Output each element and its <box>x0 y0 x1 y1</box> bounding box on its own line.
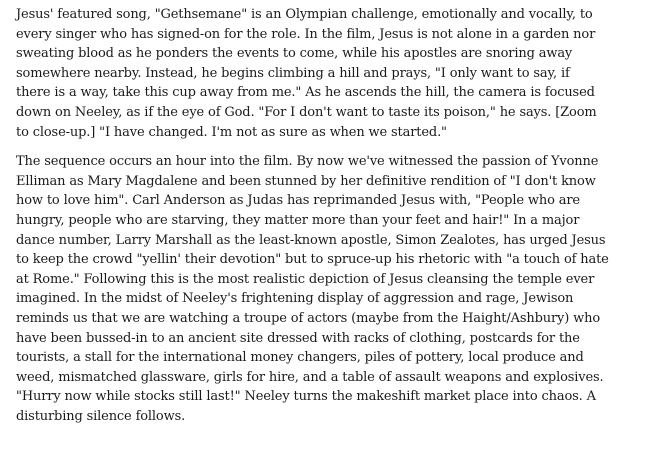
text-line: Jesus' featured song, "Gethsemane" is an Olympian challenge, emotionally and vocally, to <box>16 7 593 22</box>
text-line: to close-up.] "I have changed. I'm not as sure as when we started." <box>16 124 447 140</box>
article-body <box>16 5 626 426</box>
text-line: "Hurry now while stocks still last!" Neeley turns the makeshift market place into chaos. A <box>16 389 596 405</box>
text-line: have been bussed-in to an ancient site dressed with racks of clothing, postcards for the <box>16 330 580 346</box>
text-line: hungry, people who are starving, they matter more than your feet and hair!" In a major <box>16 212 580 228</box>
text-line: weed, mismatched glassware, girls for hire, and a table of assault weapons and explosives. <box>16 369 604 385</box>
paragraph-gethsemane <box>16 5 626 142</box>
text-line: down on Neeley, as if the eye of God. "For I don't want to taste its poison," he says. [Zoom <box>16 104 597 120</box>
text-line: sweating blood as he ponders the events to come, while his apostles are snoring away <box>16 46 573 62</box>
text-line: every singer who has signed-on for the role. In the film, Jesus is not alone in a garden nor <box>16 26 596 42</box>
paragraph-temple-sequence <box>16 152 626 426</box>
text-line: there is a way, take this cup away from me." As he ascends the hill, the camera is focused <box>16 85 595 101</box>
text-line: Elliman as Mary Magdalene and been stunned by her definitive rendition of "I don't know <box>16 173 596 189</box>
text-line: at Rome." Following this is the most realistic depiction of Jesus cleansing the temple ever <box>16 271 595 287</box>
text-line: to keep the crowd "yellin' their devotion" but to spruce-up his rhetoric with "a touch of hate <box>16 252 609 268</box>
text-line: dance number, Larry Marshall as the least-known apostle, Simon Zealotes, has urged Jesus <box>16 232 606 248</box>
text-line: somewhere nearby. Instead, he begins climbing a hill and prays, "I only want to say, if <box>16 65 570 81</box>
text-line: The sequence occurs an hour into the film. By now we've witnessed the passion of Yvonne <box>16 154 599 170</box>
text-line: imagined. In the midst of Neeley's frightening display of aggression and rage, Jewison <box>16 291 574 307</box>
text-line: disturbing silence follows. <box>16 408 186 424</box>
text-line: tourists, a stall for the international money changers, piles of pottery, local produce and <box>16 350 584 366</box>
text-line: how to love him". Carl Anderson as Judas has reprimanded Jesus with, "People who are <box>16 193 580 209</box>
text-line: reminds us that we are watching a troupe of actors (maybe from the Haight/Ashbury) who <box>16 310 601 326</box>
